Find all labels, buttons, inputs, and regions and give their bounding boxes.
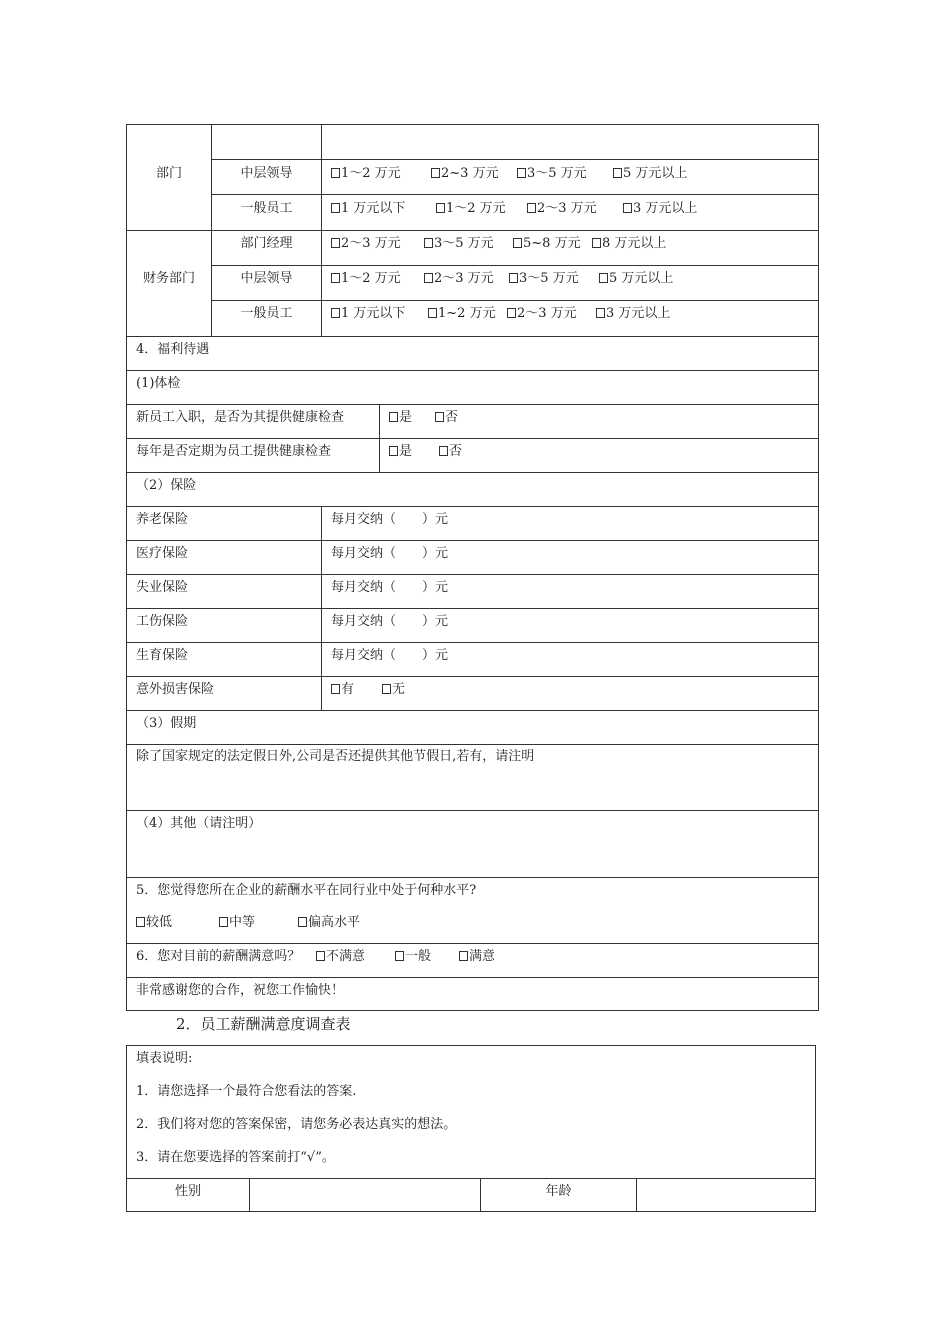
insurance-item: 医疗保险 — [136, 546, 189, 561]
position-label: 一般员工 — [240, 306, 293, 321]
option-label: 2～3 万元 — [341, 236, 401, 251]
checkbox-icon[interactable] — [389, 446, 398, 456]
salary-option[interactable] — [509, 271, 579, 287]
checkup-heading: (1)体检 — [136, 376, 181, 391]
salary-option[interactable] — [599, 271, 673, 287]
divider — [211, 159, 819, 160]
position-label: 部门经理 — [240, 236, 293, 251]
option-label: 3 万元以上 — [606, 306, 671, 321]
checkbox-icon[interactable] — [331, 238, 340, 248]
accident-none-option[interactable] — [382, 682, 405, 698]
accident-insurance-label: 意外损害保险 — [136, 682, 215, 697]
checkbox-icon[interactable] — [331, 273, 340, 283]
group-label-department: 部门 — [155, 166, 182, 181]
option-label: 5 万元以上 — [623, 166, 688, 181]
divider — [211, 300, 819, 301]
option-label: 否 — [445, 410, 459, 425]
checkup-annual-yes[interactable] — [389, 444, 412, 460]
q6-option-satisfied[interactable] — [459, 949, 495, 965]
checkbox-icon[interactable] — [439, 446, 448, 456]
insurance-item: 养老保险 — [136, 512, 189, 527]
divider — [126, 370, 819, 371]
divider — [379, 404, 380, 472]
option-label: 2～3 万元 — [517, 306, 577, 321]
divider — [126, 710, 819, 711]
option-label: 8 万元以上 — [602, 236, 667, 251]
divider — [126, 336, 819, 337]
option-label: 2～3 万元 — [537, 201, 597, 216]
divider — [126, 608, 819, 609]
monthly-payment-field[interactable]: 每月交纳（ ）元 — [331, 614, 449, 629]
salary-option[interactable] — [431, 166, 499, 182]
checkbox-icon[interactable] — [428, 308, 437, 318]
option-label: 3～5 万元 — [434, 236, 494, 251]
insurance-item: 失业保险 — [136, 580, 189, 595]
option-label: 2~3 万元 — [441, 166, 499, 181]
checkbox-icon[interactable] — [435, 412, 444, 422]
salary-option[interactable] — [428, 306, 496, 322]
option-label: 3 万元以上 — [633, 201, 698, 216]
divider — [211, 194, 819, 195]
checkup-question-annual: 每年是否定期为员工提供健康检查 — [136, 444, 332, 459]
checkbox-icon[interactable] — [459, 951, 468, 961]
option-label: 2～3 万元 — [434, 271, 494, 286]
salary-option[interactable] — [424, 271, 494, 287]
checkbox-icon[interactable] — [527, 203, 536, 213]
option-label: 1～2 万元 — [446, 201, 506, 216]
divider — [126, 744, 819, 745]
divider — [126, 676, 819, 677]
salary-option[interactable] — [331, 201, 405, 217]
salary-option[interactable] — [623, 201, 697, 217]
divider — [126, 943, 819, 944]
checkbox-icon[interactable] — [592, 238, 601, 248]
salary-option[interactable] — [331, 271, 401, 287]
table-border-bottom — [126, 1010, 819, 1011]
position-label: 一般员工 — [240, 201, 293, 216]
option-label: 不满意 — [326, 949, 366, 964]
checkbox-icon[interactable] — [613, 168, 622, 178]
monthly-payment-field[interactable]: 每月交纳（ ）元 — [331, 648, 449, 663]
divider — [126, 540, 819, 541]
option-label: 有 — [341, 682, 355, 697]
holiday-heading: （3）假期 — [136, 716, 197, 731]
option-label: 否 — [449, 444, 463, 459]
option-label: 5~8 万元 — [523, 236, 581, 251]
divider — [126, 574, 819, 575]
checkbox-icon[interactable] — [219, 917, 228, 927]
q5-option-medium[interactable] — [219, 915, 255, 931]
checkbox-icon[interactable] — [424, 273, 433, 283]
checkbox-icon[interactable] — [395, 951, 404, 961]
divider — [321, 506, 322, 710]
age-label: 年龄 — [545, 1184, 572, 1199]
checkbox-icon[interactable] — [623, 203, 632, 213]
section2-title: 2．员工薪酬满意度调查表 — [176, 1015, 351, 1033]
option-label: 1～2 万元 — [341, 166, 401, 181]
checkbox-icon[interactable] — [424, 238, 433, 248]
q5-option-high[interactable] — [298, 915, 360, 931]
thanks-text: 非常感谢您的合作，祝您工作愉快！ — [136, 983, 345, 998]
gender-label: 性别 — [174, 1184, 201, 1199]
checkbox-icon[interactable] — [136, 917, 145, 927]
salary-option[interactable] — [331, 236, 401, 252]
salary-option[interactable] — [331, 166, 401, 182]
instructions-heading: 填表说明: — [136, 1051, 193, 1066]
welfare-heading: 4．福利待遇 — [136, 342, 210, 357]
option-label: 1～2 万元 — [341, 271, 401, 286]
checkbox-icon[interactable] — [599, 273, 608, 283]
option-label: 较低 — [146, 915, 173, 930]
checkup-new-no[interactable] — [435, 410, 458, 426]
insurance-item: 生育保险 — [136, 648, 189, 663]
checkbox-icon[interactable] — [509, 273, 518, 283]
salary-option[interactable] — [436, 201, 506, 217]
divider — [126, 404, 819, 405]
option-label: 是 — [399, 410, 413, 425]
monthly-payment-field[interactable]: 每月交纳（ ）元 — [331, 546, 449, 561]
checkbox-icon[interactable] — [507, 308, 516, 318]
option-label: 3～5 万元 — [527, 166, 587, 181]
position-label: 中层领导 — [240, 166, 293, 181]
salary-option[interactable] — [596, 306, 670, 322]
accident-has-option[interactable] — [331, 682, 354, 698]
q5-option-low[interactable] — [136, 915, 172, 931]
divider — [126, 810, 819, 811]
option-label: 是 — [399, 444, 413, 459]
q6-question: 6．您对目前的薪酬满意吗？ — [136, 949, 301, 964]
option-label: 1~2 万元 — [438, 306, 496, 321]
option-label: 一般 — [405, 949, 432, 964]
divider — [126, 506, 819, 507]
checkbox-icon[interactable] — [298, 917, 307, 927]
q6-option-average[interactable] — [395, 949, 431, 965]
salary-option[interactable] — [527, 201, 597, 217]
table-border-bottom — [126, 1211, 816, 1212]
divider — [211, 265, 819, 266]
q5-question: 5．您觉得您所在企业的薪酬水平在同行业中处于何种水平? — [136, 883, 477, 898]
insurance-heading: （2）保险 — [136, 478, 197, 493]
checkup-question-new-hire: 新员工入职，是否为其提供健康检查 — [136, 410, 345, 425]
option-label: 3～5 万元 — [519, 271, 579, 286]
checkbox-icon[interactable] — [596, 308, 605, 318]
q6-option-unsatisfied[interactable] — [316, 949, 365, 965]
divider — [126, 877, 819, 878]
checkbox-icon[interactable] — [431, 168, 440, 178]
salary-option[interactable] — [613, 166, 687, 182]
instruction-item: 1．请您选择一个最符合您看法的答案. — [136, 1084, 357, 1099]
divider — [126, 472, 819, 473]
checkup-new-yes[interactable] — [389, 410, 412, 426]
checkbox-icon[interactable] — [389, 412, 398, 422]
instruction-item: 3．请在您要选择的答案前打“√”。 — [136, 1150, 335, 1165]
instruction-item: 2．我们将对您的答案保密，请您务必表达真实的想法。 — [136, 1117, 457, 1132]
other-heading: （4）其他（请注明） — [136, 816, 262, 831]
checkbox-icon[interactable] — [331, 168, 340, 178]
checkbox-icon[interactable] — [331, 203, 340, 213]
gender-input[interactable] — [250, 1179, 480, 1211]
salary-option[interactable] — [331, 306, 405, 322]
monthly-payment-field[interactable]: 每月交纳（ ）元 — [331, 580, 449, 595]
divider — [126, 642, 819, 643]
option-label: 中等 — [229, 915, 256, 930]
divider — [126, 438, 819, 439]
checkbox-icon[interactable] — [331, 308, 340, 318]
checkbox-icon[interactable] — [436, 203, 445, 213]
insurance-item: 工伤保险 — [136, 614, 189, 629]
holiday-question: 除了国家规定的法定假日外,公司是否还提供其他节假日,若有，请注明 — [136, 749, 535, 764]
option-label: 无 — [392, 682, 406, 697]
table-border-top — [126, 124, 819, 125]
checkbox-icon[interactable] — [517, 168, 526, 178]
age-input[interactable] — [637, 1179, 815, 1211]
table-border-top — [126, 1045, 816, 1046]
option-label: 1 万元以下 — [341, 201, 406, 216]
option-label: 1 万元以下 — [341, 306, 406, 321]
salary-option[interactable] — [517, 166, 587, 182]
salary-option[interactable] — [507, 306, 577, 322]
option-label: 偏高水平 — [308, 915, 361, 930]
monthly-payment-field[interactable]: 每月交纳（ ）元 — [331, 512, 449, 527]
checkbox-icon[interactable] — [331, 684, 340, 694]
salary-option[interactable] — [424, 236, 494, 252]
option-label: 5 万元以上 — [609, 271, 674, 286]
divider — [126, 977, 819, 978]
group-label-finance: 财务部门 — [142, 271, 195, 286]
checkup-annual-no[interactable] — [439, 444, 462, 460]
checkbox-icon[interactable] — [513, 238, 522, 248]
position-label: 中层领导 — [240, 271, 293, 286]
salary-option[interactable] — [513, 236, 581, 252]
table-border-right — [815, 1045, 816, 1212]
divider — [126, 230, 819, 231]
checkbox-icon[interactable] — [316, 951, 325, 961]
option-label: 满意 — [469, 949, 496, 964]
salary-option[interactable] — [592, 236, 666, 252]
checkbox-icon[interactable] — [382, 684, 391, 694]
